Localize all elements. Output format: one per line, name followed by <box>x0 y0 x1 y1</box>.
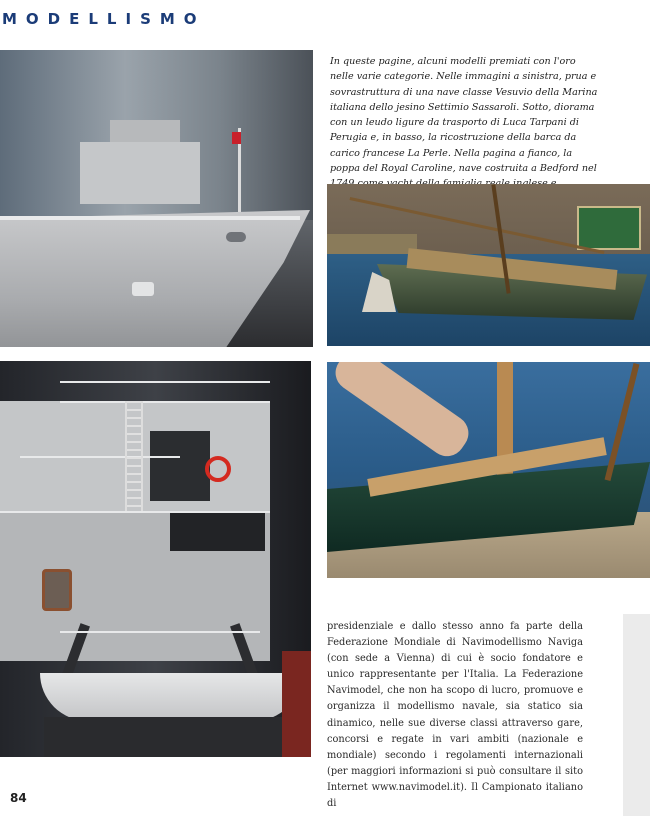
page-edge-strip <box>623 614 650 816</box>
photo-cargo-boat <box>327 362 650 578</box>
photo-caption: In queste pagine, alcuni modelli premiati con l'oro nelle varie categorie. Nelle immagini a sinistra, prua e sovrastruttura di una nave classe Vesuvio della Marina italiana dello jesino Settimio Sassaroli. Sotto, diorama con un leudo ligure da trasporto di Luca Tarpani di Perugia e, in basso, la ricostruzione della barca da carico francese La Perle. Nella pagina a fianco, la poppa del Royal Caroline, nave costruita a Bedford nel <box>330 56 598 175</box>
photo-ship-bow <box>0 50 313 347</box>
photo-ship-superstructure <box>0 361 311 757</box>
article-body-text: presidenziale e dallo stesso anno fa parte della Federazione Mondiale di Navimodellismo Naviga (con sede a Vienna) di cui è socio fondatore e unico rappresentante per l'Italia. La Federazione Navimodel, che non ha scopo di lucro, promuove e organizza il modellismo navale, sia statico sia dinamico, nelle sue diverse classi attraverso gare, concorsi e regate in vari ambiti (nazionale e mondiale) secondo i regolamenti internazionali (per maggiori informazioni si può consultare il sito Internet www.navimodel.it). Il Campionato italiano di <box>327 621 583 810</box>
photo-diorama-leudo <box>327 184 650 346</box>
section-title: MODELLISMO <box>2 10 206 28</box>
page-number: 84 <box>10 791 27 805</box>
